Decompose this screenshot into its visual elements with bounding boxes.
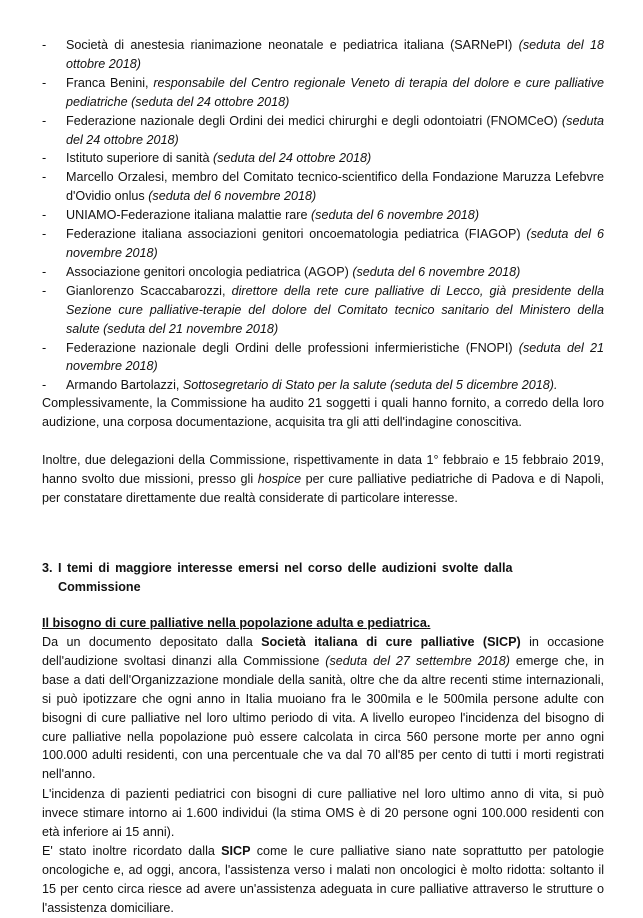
item-text: Federazione nazionale degli Ordini dei medici chirurghi e degli odontoiatri (FNOMCeO) [66,113,562,128]
item-date: (seduta del 6 novembre 2018) [148,189,317,204]
item-text: Associazione genitori oncologia pediatrica (AGOP) [66,264,353,279]
item-date: direttore della rete cure palliative di Lecco, già presidente della Sezione cure palliative-terapie del dolore del Comitato tecnico sanitario del Ministero della salute (seduta del 21 novembre 2018) [66,283,604,336]
summary-paragraph: Complessivamente, la Commissione ha audito 21 soggetti i quali hanno fornito, a corredo della loro audizione, una corposa documentazione, acquisita tra gli atti dell'indagine conoscitiva. [42,396,604,429]
list-dash: - [42,378,47,393]
list-item [42,149,604,168]
item-date: responsabile del Centro regionale Veneto di terapia del dolore e cure palliative pediatriche (seduta del 24 ottobre 2018) [66,75,605,109]
item-date: (seduta del 6 novembre 2018) [352,264,521,279]
list-dash: - [42,113,47,128]
item-text: Gianlorenzo Scaccabarozzi, [66,283,232,298]
list-dash: - [42,151,47,166]
item-date: (seduta del 24 ottobre 2018) [213,151,372,166]
item-text: Società di anestesia rianimazione neonatale e pediatrica italiana (SARNePI) [66,38,519,52]
item-date: (seduta del 6 novembre 2018) [310,208,480,223]
subheading [42,614,430,633]
hospice-term: hospice [257,471,302,486]
list-dash: - [42,170,47,185]
missions-text-end: per cure palliative pediatriche di Padova e di Napoli, per constatare direttamente due realtà considerate di particolare interesse. [42,471,604,505]
subheading-text: Il bisogno di cure palliative nella popolazione adulta e pediatrica [42,616,427,630]
list-item [42,112,604,150]
oncology-text-a: E' stato inoltre ricordato dalla [42,844,222,858]
item-text: UNIAMO-Federazione italiana malattie rare [66,208,311,223]
list-dash: - [42,75,47,90]
item-date: (seduta del 6 novembre 2018) [66,227,604,260]
item-date: (seduta del 18 ottobre 2018) [66,38,604,71]
item-date: Sottosegretario di Stato per la salute (seduta del 5 dicembre 2018). [182,378,558,393]
section-title-line2: Commissione [58,579,141,594]
item-text: Istituto superiore di sanità [66,151,214,166]
item-date: (seduta del 24 ottobre 2018) [66,113,604,147]
item-date: (seduta del 21 novembre 2018) [66,340,604,374]
subheading-period: . [426,616,431,630]
sicp-text-a: Da un documento depositato dalla [42,635,262,649]
item-text: Federazione nazionale degli Ordini delle professioni infermieristiche (FNOPI) [66,340,519,355]
sicp-text-c: in occasione dell'audizione svoltasi dinanzi alla Commissione [42,635,604,668]
sicp-abbrev: SICP [221,844,251,858]
list-dash: - [42,340,47,355]
list-item [42,225,604,263]
missions-text: Inoltre, due delegazioni della Commissione, rispettivamente in data 1° febbraio e 15 febbraio 2019, hanno svolto due missioni, presso gli [42,453,604,486]
list-item [42,339,604,377]
list-item [42,206,604,225]
list-dash: - [42,264,47,279]
hearings-list [42,36,604,395]
list-item [42,74,604,112]
list-item [42,263,604,282]
oncology-paragraph [42,842,604,918]
item-text: Marcello Orzalesi, membro del Comitato tecnico-scientifico della Fondazione Maruzza Lefebvre d'Ovidio onlus [66,170,604,204]
sicp-session-date: (seduta del 27 settembre 2018) [325,653,510,668]
list-item [42,376,604,395]
section-number: 3. [42,561,53,575]
list-dash: - [42,227,47,242]
list-item [42,282,604,339]
list-dash: - [42,208,47,223]
oncology-text-c: come le cure palliative siano nate soprattutto per patologie oncologiche e, ad oggi, ancora, l'assistenza verso i malati non oncologici è molto ridotta: soltanto il 15 per cento circa riesce ad avere un'assistenza adeguata in cure palliative attraverso le strutture o l'assistenza domiciliare. [42,844,604,915]
item-text: Franca Benini, [66,75,154,90]
item-text: Armando Bartolazzi, [66,378,183,393]
sicp-text-e: emerge che, in base a dati dell'Organizzazione mondiale della sanità, oltre che da altre recenti stime internazionali, si può ipotizzare che ogni anno in Italia muoiano fra le 300mila e le 500mila persone adulte con bisogni di cure palliative nel loro ultimo periodo di vita. A livello europeo l'incidenza del bisogno di cure palliative nella popolazione può essere calcolata in circa 560 persone morte per anno ogni 100.000 adulti residenti, con una percentuale che va dal 70 all'85 per cento di tutti i morti registrati nell'anno. [42,653,604,782]
section-heading [42,559,604,597]
sicp-paragraph [42,633,604,784]
list-dash: - [42,283,47,298]
list-item [42,36,604,74]
pediatric-paragraph: L'incidenza di pazienti pediatrici con bisogni di cure palliative nel loro ultimo anno di vita, si può invece stimare intorno ai 1.600 individui (la stima OMS è di 20 persone ogni 100.000 residenti con età inferiore ai 15 anni). [42,787,604,839]
item-text: Federazione italiana associazioni genitori oncoematologia pediatrica (FIAGOP) [66,227,527,242]
list-item [42,168,604,206]
section-title-line1: I temi di maggiore interesse emersi nel corso delle audizioni svolte dalla [58,561,513,575]
sicp-org-name: Società italiana di cure palliative (SICP) [261,635,521,649]
list-dash: - [42,38,47,52]
missions-paragraph [42,451,604,508]
